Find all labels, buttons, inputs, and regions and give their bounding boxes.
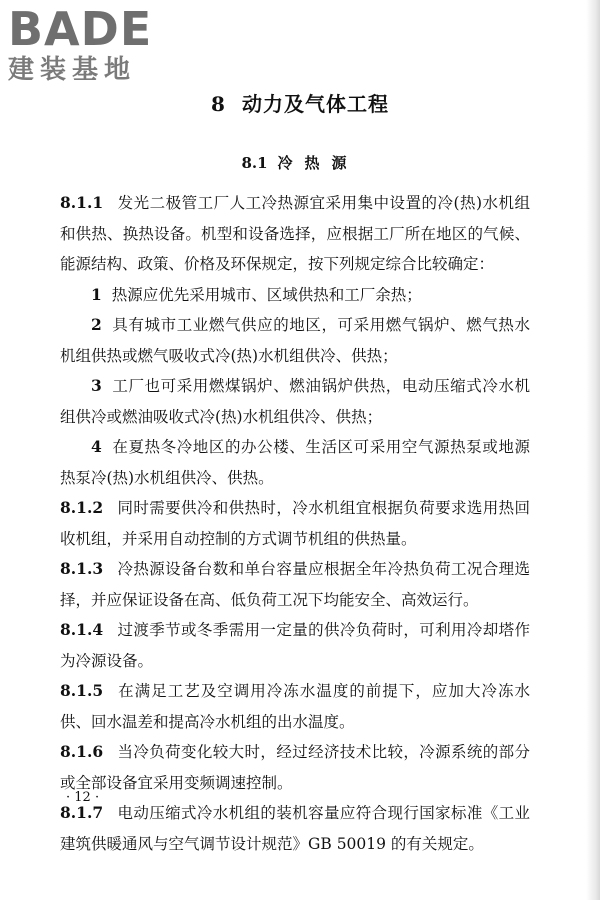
bade-logo <box>8 4 178 86</box>
clause-text: 发光二极管工厂人工冷热源宜采用集中设置的冷(热)水机组和供热、换热设备。机型和设备选择，应根据工厂所在地区的气候、能源结构、政策、价格及环保规定，按下列规定综合比较确定： <box>60 194 530 273</box>
chapter-title <box>0 88 600 117</box>
clause-8-1-5 <box>60 676 530 737</box>
page-number: · 12 · <box>66 790 100 805</box>
clause-8-1-7 <box>60 798 530 859</box>
list-item-3 <box>60 371 530 432</box>
clause-text: 冷热源设备台数和单台容量应根据全年冷热负荷工况合理选择，并应保证设备在高、低负荷工况下均能安全、高效运行。 <box>60 560 530 609</box>
chapter-number: 8 <box>211 92 226 116</box>
clause-text: 过渡季节或冬季需用一定量的供冷负荷时，可利用冷却塔作为冷源设备。 <box>60 621 530 670</box>
clause-number: 8.1.1 <box>60 193 104 212</box>
item-number: 3 <box>91 376 102 395</box>
clause-8-1-4 <box>60 615 530 676</box>
logo-wordmark: BADE <box>8 2 153 56</box>
clause-number: 8.1.7 <box>60 803 104 822</box>
clause-text: 电动压缩式冷水机组的装机容量应符合现行国家标准《工业建筑供暖通风与空气调节设计规范》GB 50019 的有关规定。 <box>60 804 530 853</box>
logo-subtitle: 建装基地 <box>8 55 137 85</box>
clause-number: 8.1.3 <box>60 559 104 578</box>
clause-8-1-6 <box>60 737 530 798</box>
clause-number: 8.1.5 <box>60 681 104 700</box>
clause-text: 在满足工艺及空调用冷冻水温度的前提下，应加大冷冻水供、回水温差和提高冷水机组的出水温度。 <box>60 682 530 731</box>
clause-8-1-1 <box>60 188 530 280</box>
clause-number: 8.1.4 <box>60 620 104 639</box>
clause-text: 同时需要供冷和供热时，冷水机组宜根据负荷要求选用热回收机组，并采用自动控制的方式调节机组的供热量。 <box>60 499 530 548</box>
document-body <box>60 188 530 859</box>
list-item-4 <box>60 432 530 493</box>
item-text: 工厂也可采用燃煤锅炉、燃油锅炉供热，电动压缩式冷水机组供冷或燃油吸收式冷(热)水机组供冷、供热； <box>60 377 530 426</box>
clause-text: 当冷负荷变化较大时，经过经济技术比较，冷源系统的部分或全部设备宜采用变频调速控制。 <box>60 743 530 792</box>
section-title <box>0 152 600 173</box>
item-text: 在夏热冬冷地区的办公楼、生活区可采用空气源热泵或地源热泵冷(热)水机组供冷、供热。 <box>60 438 530 487</box>
chapter-name: 动力及气体工程 <box>241 92 389 116</box>
list-item-2 <box>60 310 530 371</box>
section-number: 8.1 <box>241 154 268 172</box>
item-number: 2 <box>91 315 102 334</box>
section-name: 冷热源 <box>277 154 359 172</box>
clause-number: 8.1.2 <box>60 498 104 517</box>
clause-8-1-3 <box>60 554 530 615</box>
clause-number: 8.1.6 <box>60 742 104 761</box>
clause-8-1-2 <box>60 493 530 554</box>
item-text: 热源应优先采用城市、区域供热和工厂余热； <box>111 285 422 304</box>
page-edge <box>586 0 600 900</box>
item-number: 1 <box>91 284 102 304</box>
item-number: 4 <box>91 437 102 456</box>
list-item-1 <box>60 280 530 311</box>
item-text: 具有城市工业燃气供应的地区，可采用燃气锅炉、燃气热水机组供热或燃气吸收式冷(热)水机组供冷、供热； <box>60 316 530 365</box>
